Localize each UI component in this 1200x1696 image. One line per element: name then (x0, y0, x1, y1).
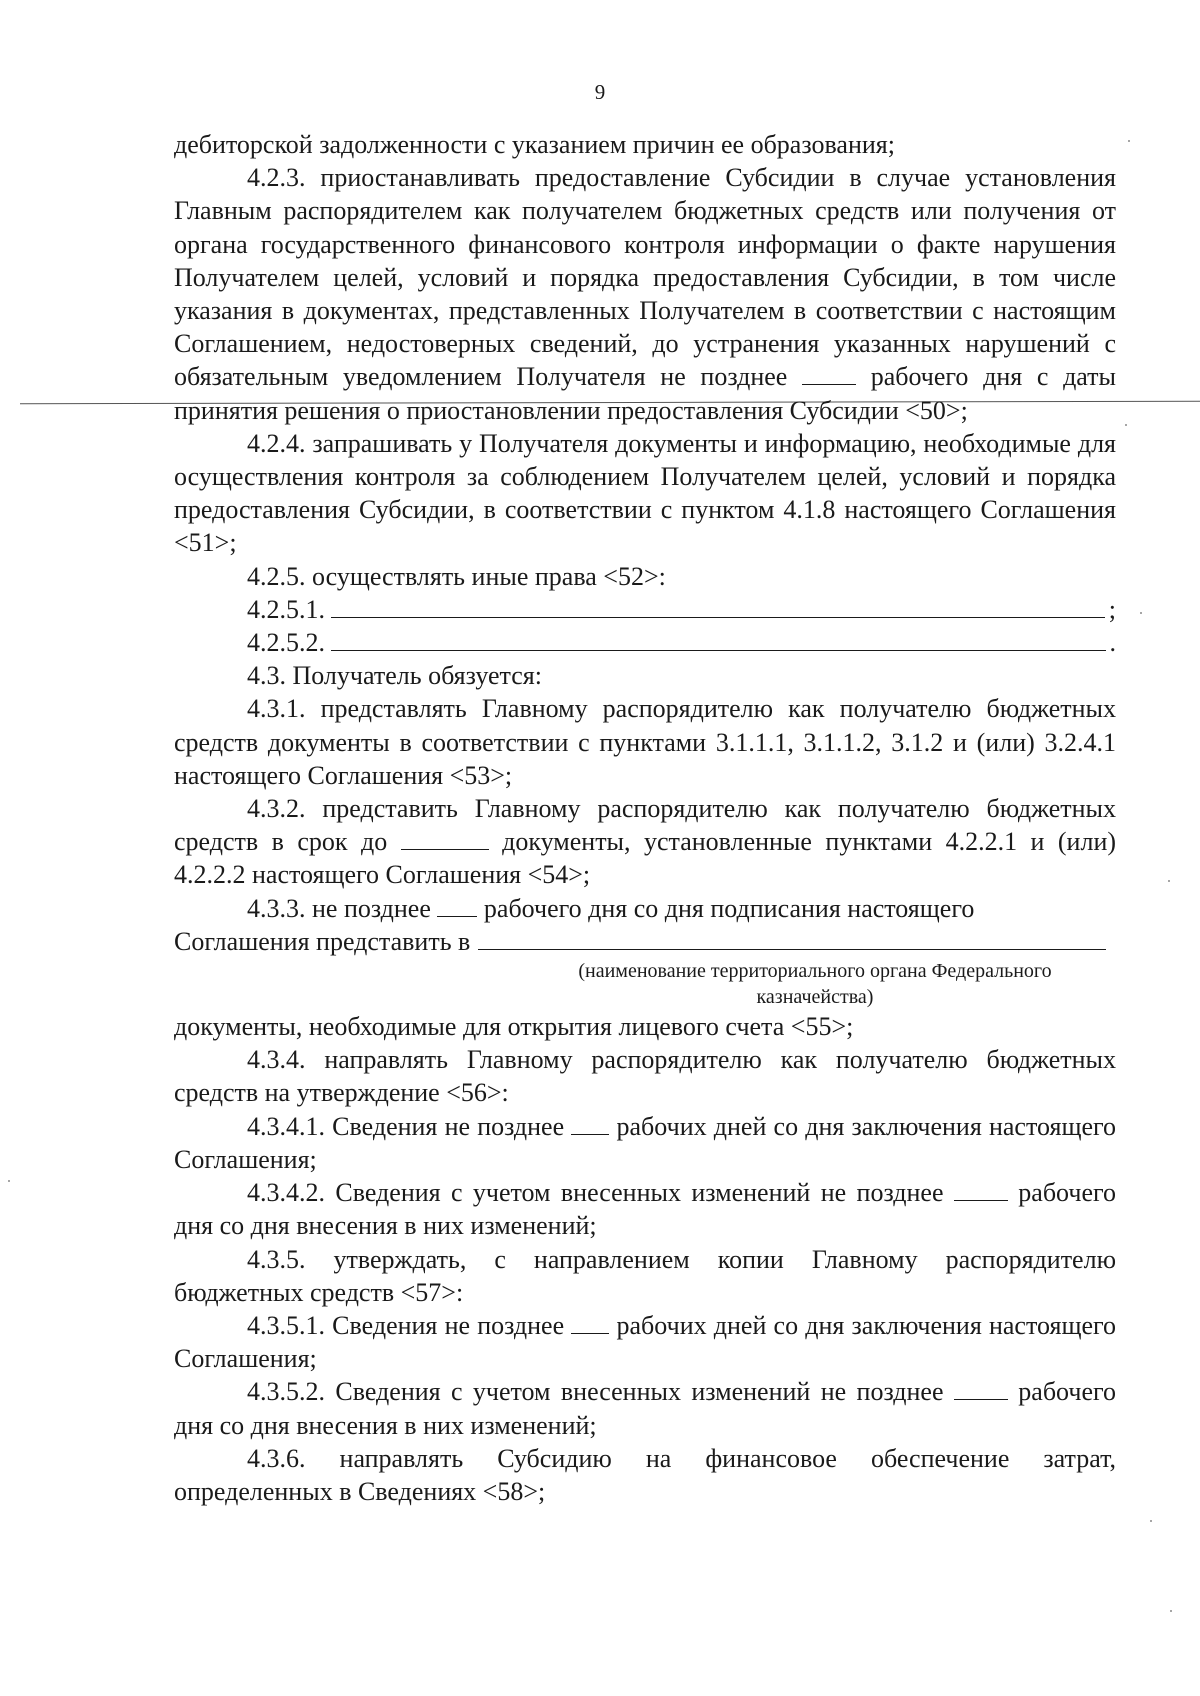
paragraph-4-3-1: 4.3.1. представлять Главному распорядителю как получателю бюджетных средств документы в соответствии с пунктами 3.1.1.1, 3.1.1.2, 3.1.2 и (или) 3.2.4.1 настоящего Соглашения <53>; (174, 694, 1116, 790)
paragraph-4-3-5: 4.3.5. утверждать, с направлением копии Главному распорядителю бюджетных средств <57>: (174, 1244, 1116, 1307)
blank-days-field-6 (954, 1377, 1008, 1400)
paragraph-4-3-5-2-tail: рабочего дня со дня внесения в них изменений; (174, 1377, 1117, 1440)
blank-days-field (802, 362, 856, 385)
document-body (174, 128, 1116, 1508)
paragraph-4-3-5-1-text: 4.3.5.1. Сведения не позднее (247, 1310, 565, 1340)
paragraph-4-3-3-mid: рабочего дня со дня подписания настоящего (483, 893, 975, 923)
scan-speck (1168, 880, 1170, 882)
paragraph-4-3-3-text: 4.3.3. не позднее (247, 893, 431, 923)
scan-speck (1128, 140, 1130, 142)
blank-line-4-2-5-1 (331, 593, 1105, 618)
paragraph-4-3-2-tail: документы, установленные пунктами 4.2.2.1 и (или) 4.2.2.2 настоящего Соглашения <54>; (174, 827, 1117, 890)
paragraph-4-2-3-tail: рабочего дня с даты принятия решения о приостановлении предоставления Субсидии <50>; (174, 362, 1117, 425)
paragraph-4-3-5-2-text: 4.3.5.2. Сведения с учетом внесенных изменений не позднее (247, 1377, 944, 1407)
fill-row-4-2-5-1 (174, 593, 1116, 626)
paragraph-4-3-4-1-tail: рабочих дней со дня заключения настоящего Соглашения; (174, 1111, 1117, 1174)
paragraph-4-3-5-2 (174, 1375, 1116, 1441)
blank-line-4-2-5-2 (331, 626, 1106, 651)
paragraph-account-docs: документы, необходимые для открытия лицевого счета <55>; (174, 1012, 854, 1042)
paragraph-4-3-5-1 (174, 1309, 1116, 1375)
fill-end-4-2-5-1: ; (1108, 594, 1116, 624)
blank-line-treasury-body (478, 925, 1106, 950)
blank-days-field-3 (571, 1112, 609, 1135)
treasury-body-label: Соглашения представить в (174, 926, 471, 956)
paragraph-4-3-4-2-tail: рабочего дня со дня внесения в них изменений; (174, 1178, 1117, 1241)
paragraph-4-2-3 (174, 161, 1116, 427)
blank-days-field-4 (954, 1178, 1008, 1201)
paragraph-4-3-2-text: 4.3.2. представить Главному распорядителю как получателю бюджетных средств в срок до (174, 794, 1116, 857)
paragraph-4-3-4-1-text: 4.3.4.1. Сведения не позднее (247, 1111, 565, 1141)
scan-speck (1150, 1520, 1152, 1522)
page-number: 9 (594, 80, 606, 104)
paragraph-receivables: дебиторской задолженности с указанием причин ее образования; (174, 130, 895, 159)
fill-row-4-2-5-2 (174, 626, 1116, 659)
paragraph-4-3-5-1-tail: рабочих дней со дня заключения настоящего Соглашения; (174, 1310, 1117, 1374)
fill-label-4-2-5-2: 4.2.5.2. (247, 628, 325, 658)
blank-days-field-5 (571, 1311, 609, 1334)
blank-days-field-2 (437, 894, 477, 917)
paragraph-4-3-4-1 (174, 1110, 1116, 1176)
paragraph-4-2-4: 4.2.4. запрашивать у Получателя документы и информацию, необходимые для осуществления контроля за соблюдением Получателем целей, условий и порядка предоставления Субсидии, в соответствии с пунктом 4.1.8 настоящего Соглашения <51>; (174, 428, 1116, 558)
paragraph-4-2-3-text: 4.2.3. приостанавливать предоставление Субсидии в случае установления Главным распорядителем как получателем бюджетных средств или получения от органа государственного финансового контроля информации о факте нарушения Получателем целей, условий и порядка предоставления Субсидии, в том числе указания в документах, представленных Получателем в соответствии с настоящим Соглашением, недостоверных сведений, до устранения указанных нарушений с обязательным уведомлением Получателя не позднее (174, 163, 1116, 392)
paragraph-4-3-4-2 (174, 1176, 1116, 1242)
scan-speck (8, 1180, 10, 1182)
blank-deadline-field (401, 827, 489, 850)
treasury-body-row (174, 925, 1116, 958)
treasury-body-caption: (наименование территориального органа Федерального казначейства) (578, 960, 1052, 1009)
paragraph-4-3-6: 4.3.6. направлять Субсидию на финансовое обеспечение затрат, определенных в Сведениях <58>; (174, 1443, 1116, 1506)
paragraph-4-3-4-2-text: 4.3.4.2. Сведения с учетом внесенных изменений не позднее (247, 1178, 944, 1208)
fill-end-4-2-5-2: . (1109, 628, 1116, 658)
fill-label-4-2-5-1: 4.2.5.1. (247, 594, 325, 624)
scan-speck (1140, 612, 1142, 614)
paragraph-4-3-4: 4.3.4. направлять Главному распорядителю как получателю бюджетных средств на утверждение <56>: (174, 1045, 1116, 1108)
scan-speck (1125, 424, 1127, 426)
paragraph-4-3-2 (174, 792, 1116, 892)
paragraph-4-2-5: 4.2.5. осуществлять иные права <52>: (247, 561, 666, 591)
paragraph-4-3: 4.3. Получатель обязуется: (247, 661, 542, 691)
paragraph-4-3-3 (174, 892, 1116, 925)
scan-speck (1170, 1610, 1172, 1612)
